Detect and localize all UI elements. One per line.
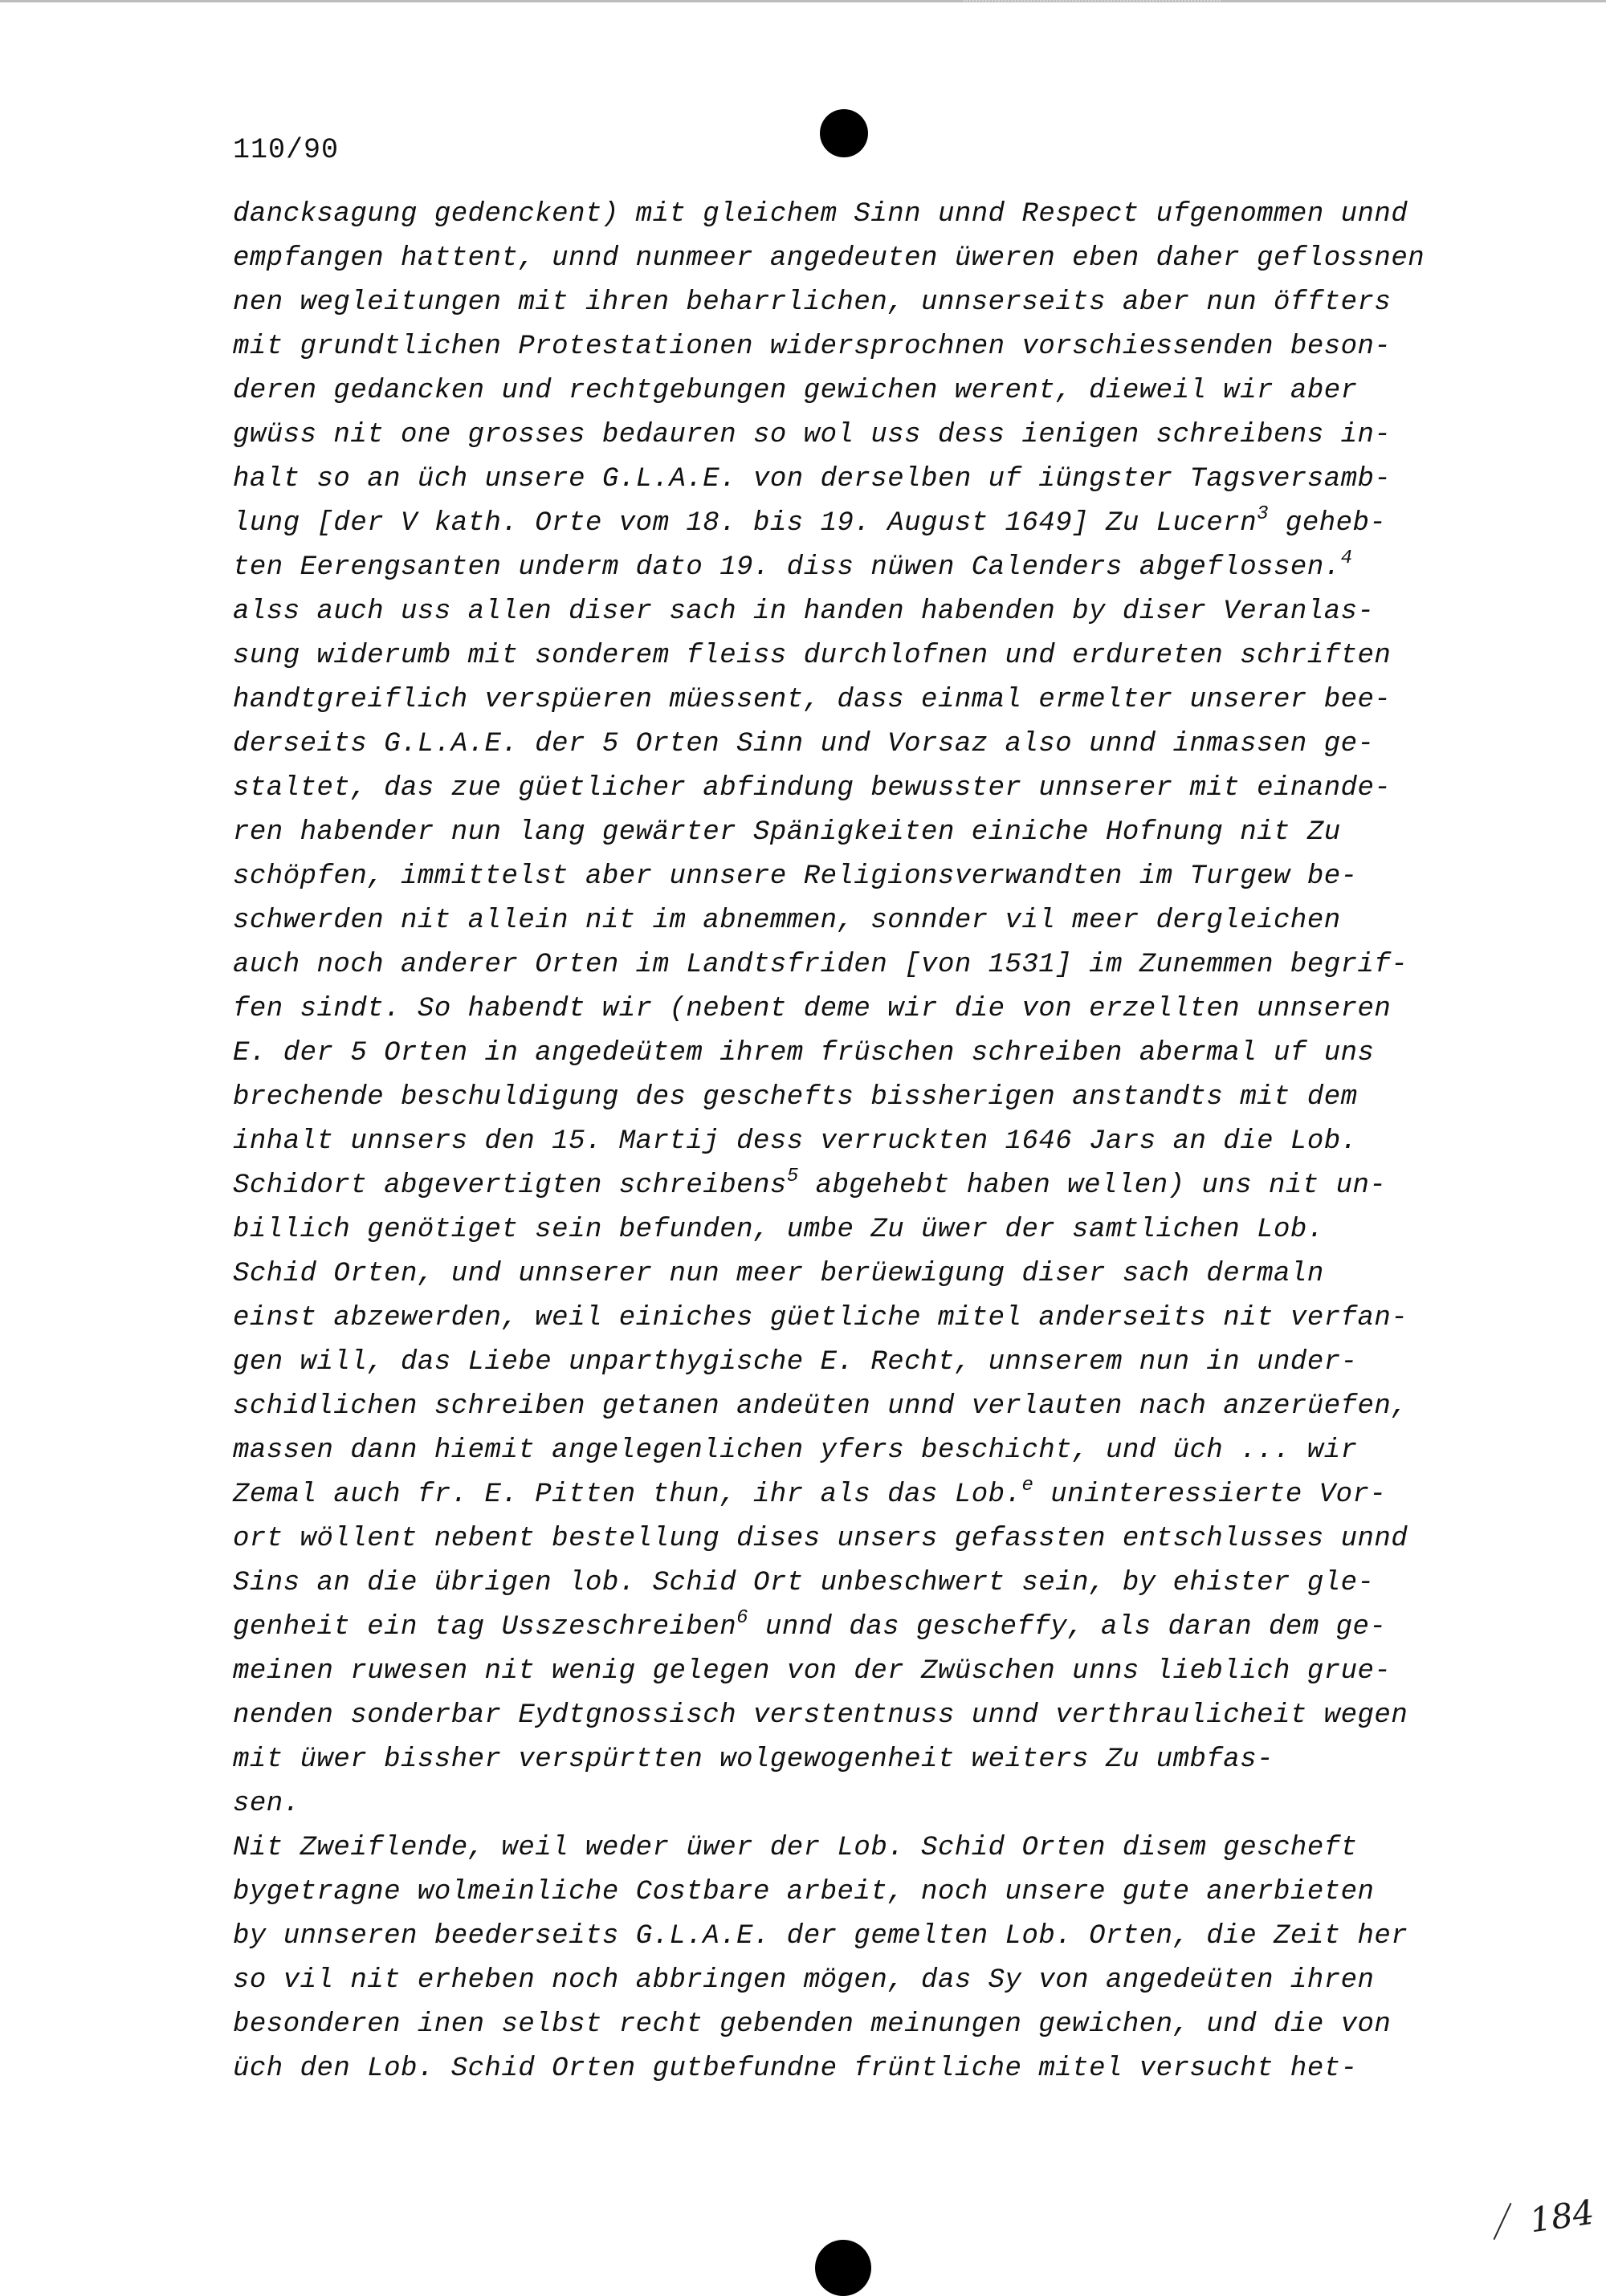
text-line [233, 943, 1486, 987]
text-line [233, 987, 1486, 1032]
text-line [233, 678, 1486, 723]
text-line-content: handtgreiflich verspüeren müessent, dass einmal ermelter unserer bee- [233, 685, 1392, 715]
text-line [233, 1252, 1486, 1297]
page-top-edge [0, 0, 1606, 2]
text-line [233, 193, 1486, 237]
text-line-content: so vil nit erheben noch abbringen mögen, das Sy von angedeüten ihren [233, 1965, 1375, 1996]
text-line-content: sen. [233, 1789, 300, 1819]
text-line-content: Sins an die übrigen lob. Schid Ort unbeschwert sein, by ehister gle- [233, 1568, 1375, 1598]
punch-hole-top [820, 109, 868, 157]
text-line [233, 1826, 1486, 1871]
text-line-content: mit üwer bissher verspürtten wolgewogenheit weiters Zu umbfas- [233, 1744, 1274, 1775]
text-line-content: alss auch uss allen diser sach in handen habenden by diser Veranlas- [233, 596, 1375, 627]
text-line [233, 1341, 1486, 1385]
text-line [233, 899, 1486, 943]
text-line [233, 811, 1486, 855]
text-line [233, 1208, 1486, 1252]
text-line [233, 546, 1486, 590]
text-line [233, 1694, 1486, 1738]
text-line [233, 1871, 1486, 1915]
document-body [233, 193, 1486, 2091]
text-line-content: meinen ruwesen nit wenig gelegen von der Zwüschen unns lieblich grue- [233, 1656, 1392, 1687]
text-line-content: bygetragne wolmeinliche Costbare arbeit, noch unsere gute anerbieten [233, 1877, 1375, 1907]
text-line [233, 1650, 1486, 1694]
text-line-content: schwerden nit allein nit im abnemmen, sonnder vil meer dergleichen [233, 906, 1341, 936]
text-line-content: ort wöllent nebent bestellung dises unsers gefassten entschlusses unnd [233, 1524, 1408, 1554]
text-line [233, 458, 1486, 502]
text-line [233, 1297, 1486, 1341]
text-line [233, 237, 1486, 281]
footnote-marker: 6 [736, 1607, 749, 1629]
footnote-marker: e [1021, 1475, 1034, 1496]
text-line-content: billich genötiget sein befunden, umbe Zu üwer der samtlichen Lob. [233, 1215, 1324, 1245]
text-line-content: auch noch anderer Orten im Landtsfriden [von 1531] im Zunemmen begrif- [233, 950, 1408, 980]
text-line-content: by unnseren beederseits G.L.A.E. der gemelten Lob. Orten, die Zeit her [233, 1921, 1408, 1952]
handwritten-stroke [1494, 2203, 1512, 2240]
text-line-content: staltet, das zue güetlicher abfindung bewusster unnserer mit einande- [233, 773, 1392, 804]
text-line-content: mit grundtlichen Protestationen widersprochnen vorschiessenden beson- [233, 332, 1392, 362]
text-line-content: E. der 5 Orten in angedeütem ihrem früschen schreiben abermal uf uns [233, 1038, 1375, 1069]
text-line-content: Schid Orten, und unnserer nun meer berüewigung diser sach dermaln [233, 1259, 1324, 1289]
text-line-continuation: geheb- [1269, 508, 1387, 539]
text-line-content: Zemal auch fr. E. Pitten thun, ihr als das Lob. [233, 1480, 1022, 1510]
text-line [233, 1120, 1486, 1164]
punch-hole-bottom [815, 2240, 871, 2296]
text-line [233, 1738, 1486, 1782]
text-line [233, 2047, 1486, 2091]
text-line-content: dancksagung gedenckent) mit gleichem Sinn unnd Respect ufgenommen unnd [233, 199, 1408, 230]
text-line-content: halt so an üch unsere G.L.A.E. von derselben uf iüngster Tagsversamb- [233, 464, 1392, 495]
text-line [233, 767, 1486, 811]
text-line-content: nen wegleitungen mit ihren beharrlichen, unnserseits aber nun öffters [233, 287, 1392, 318]
text-line-content: sung widerumb mit sonderem fleiss durchlofnen und erdureten schriften [233, 641, 1392, 671]
text-line-content: lung [der V kath. Orte vom 18. bis 19. August 1649] Zu Lucern [233, 508, 1257, 539]
text-line [233, 1385, 1486, 1429]
text-line [233, 369, 1486, 413]
text-line-content: einst abzewerden, weil einiches güetliche mitel anderseits nit verfan- [233, 1303, 1408, 1333]
text-line-content: empfangen hattent, unnd nunmeer angedeuten üweren eben daher geflossnen [233, 243, 1425, 274]
text-line [233, 1915, 1486, 1959]
text-line [233, 1606, 1486, 1650]
text-line [233, 325, 1486, 369]
text-line [233, 502, 1486, 546]
text-line-content: massen dann hiemit angelegenlichen yfers beschicht, und üch ... wir [233, 1435, 1358, 1466]
text-line-content: gwüss nit one grosses bedauren so wol uss dess ienigen schreibens in- [233, 420, 1392, 450]
text-line [233, 1517, 1486, 1561]
text-line [233, 590, 1486, 634]
text-line-content: fen sindt. So habendt wir (nebent deme wir die von erzellten unnseren [233, 994, 1392, 1024]
text-line-content: besonderen inen selbst recht gebenden meinungen gewichen, und die von [233, 2009, 1392, 2040]
text-line [233, 1782, 1486, 1826]
text-line [233, 413, 1486, 458]
text-line-content: inhalt unnsers den 15. Martij dess verruckten 1646 Jars an die Lob. [233, 1126, 1358, 1157]
text-line-content: schidlichen schreiben getanen andeüten unnd verlauten nach anzerüefen, [233, 1391, 1408, 1422]
text-line-content: ten Eerengsanten underm dato 19. diss nüwen Calenders abgeflossen. [233, 552, 1341, 583]
text-line-content: gen will, das Liebe unparthygische E. Recht, unnserem nun in under- [233, 1347, 1358, 1378]
text-line [233, 1032, 1486, 1076]
text-line [233, 1473, 1486, 1517]
text-line [233, 855, 1486, 899]
text-line-content: ren habender nun lang gewärter Spänigkeiten einiche Hofnung nit Zu [233, 817, 1341, 848]
text-line-continuation: uninteressierte Vor- [1033, 1480, 1387, 1510]
text-line-content: üch den Lob. Schid Orten gutbefundne früntliche mitel versucht het- [233, 2054, 1358, 2084]
text-line-content: brechende beschuldigung des geschefts bissherigen anstandts mit dem [233, 1082, 1358, 1113]
text-line [233, 634, 1486, 678]
text-line [233, 1561, 1486, 1606]
text-line [233, 1076, 1486, 1120]
footnote-marker: 5 [786, 1166, 799, 1187]
text-line [233, 1429, 1486, 1473]
text-line-content: nenden sonderbar Eydtgnossisch verstentnuss unnd verthraulicheit wegen [233, 1700, 1408, 1731]
handwritten-folio-number: 184 [1527, 2192, 1597, 2241]
text-line-continuation: unnd das gescheffy, als daran dem ge- [748, 1612, 1387, 1643]
text-line-content: schöpfen, immittelst aber unnsere Religionsverwandten im Turgew be- [233, 861, 1358, 892]
text-line [233, 2003, 1486, 2047]
page-number: 110/90 [233, 134, 340, 166]
text-line-content: derseits G.L.A.E. der 5 Orten Sinn und Vorsaz also unnd inmassen ge- [233, 729, 1375, 759]
text-line-content: deren gedancken und rechtgebungen gewichen werent, dieweil wir aber [233, 376, 1358, 406]
text-line [233, 1959, 1486, 2003]
text-line-content: Schidort abgevertigten schreibens [233, 1170, 787, 1201]
text-line-content: genheit ein tag Usszeschreiben [233, 1612, 737, 1643]
footnote-marker: 4 [1340, 548, 1353, 569]
text-line-continuation: abgehebt haben wellen) uns nit un- [798, 1170, 1387, 1201]
text-line [233, 281, 1486, 325]
text-line-content: Nit Zweiflende, weil weder üwer der Lob. Schid Orten disem gescheft [233, 1833, 1358, 1863]
page-top-speckle [964, 0, 1221, 4]
text-line [233, 723, 1486, 767]
footnote-marker: 3 [1257, 503, 1270, 525]
text-line [233, 1164, 1486, 1208]
